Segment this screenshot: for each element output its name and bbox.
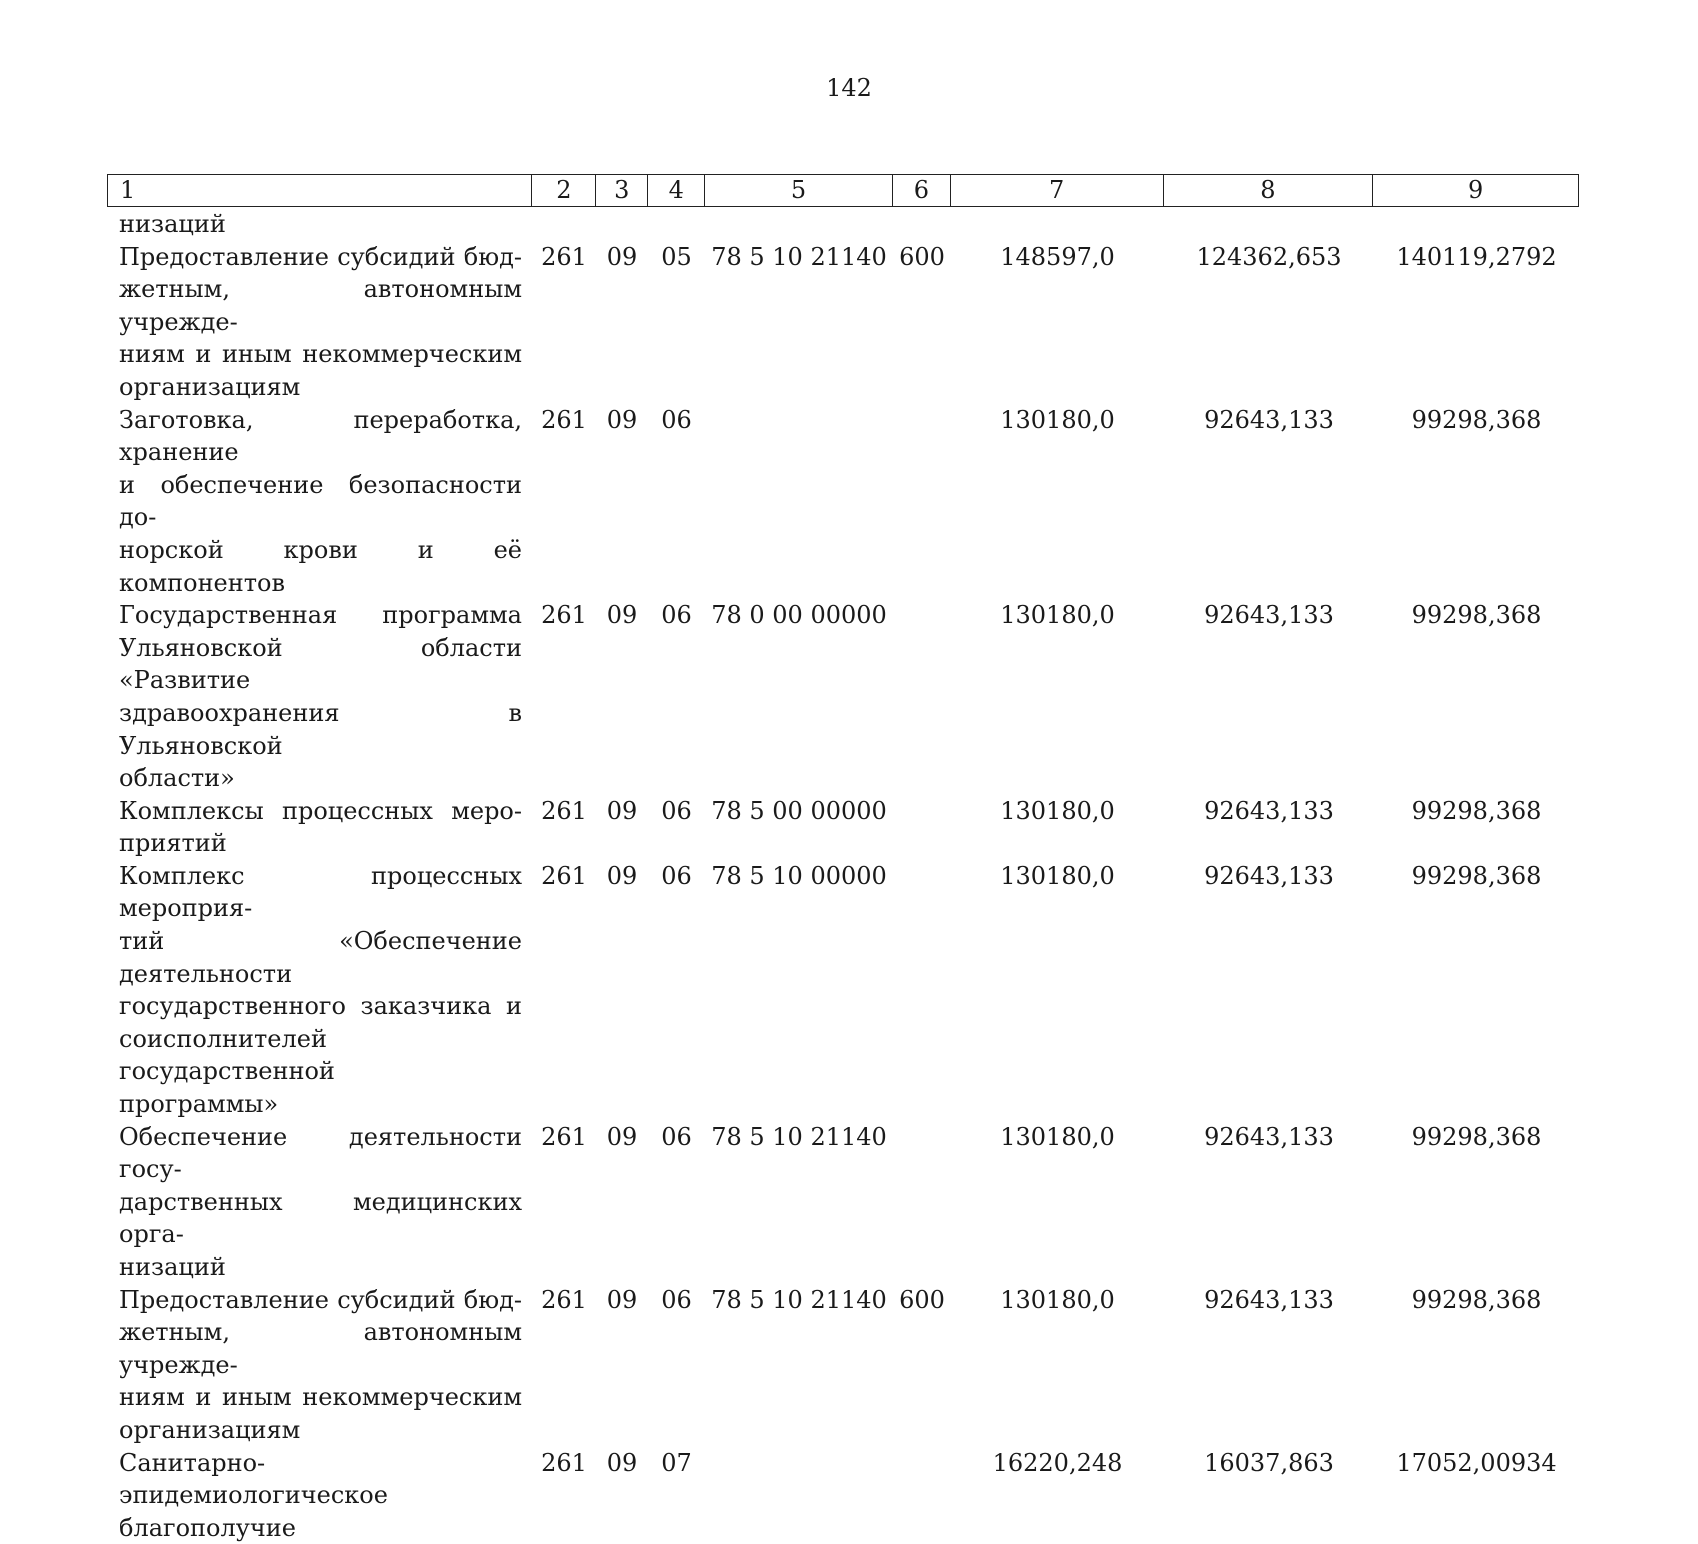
cell-col-8: 92643,133 (1204, 405, 1334, 434)
description-line: низаций (119, 210, 226, 238)
table-header (107, 174, 1579, 207)
header-col-2: 2 (532, 175, 596, 206)
header-col-6: 6 (893, 175, 951, 206)
description-line: организациям (119, 1415, 301, 1444)
cell-col-5: 78 5 10 00000 (711, 861, 887, 890)
description-line: Заготовка, переработка, хранение (119, 405, 522, 467)
description-line: программы» (119, 1090, 279, 1119)
description-line: государственного заказчика и (119, 992, 522, 1021)
cell-col-2: 261 (541, 405, 587, 434)
cell-col-9: 99298,368 (1411, 1122, 1542, 1151)
table-row (107, 404, 1579, 600)
cell-col-3: 09 (606, 1448, 638, 1477)
description-line: норской крови и её компонентов (119, 535, 522, 597)
description-line: Комплексы процессных меро- (119, 796, 522, 825)
header-col-9: 9 (1467, 176, 1484, 204)
row-description (107, 860, 532, 1121)
row-description (107, 795, 532, 860)
table-row (107, 241, 1579, 404)
cell-col-7: 130180,0 (1000, 601, 1115, 630)
cell-col-3: 09 (606, 796, 638, 825)
description-line: низаций (119, 1253, 226, 1281)
header-col-8: 8 (1164, 175, 1374, 206)
cell-col-4: 06 (661, 405, 692, 434)
header-col-1: 1 (108, 175, 532, 206)
description-line: Комплекс процессных мероприя- (119, 861, 522, 923)
cell-col-7: 130180,0 (1000, 1285, 1115, 1314)
cell-col-8: 92643,133 (1204, 1122, 1334, 1151)
header-col-5: 5 (705, 175, 893, 206)
cell-col-7: 148597,0 (1000, 242, 1115, 271)
description-line: Ульяновской области «Развитие (119, 633, 522, 695)
table-row (107, 1121, 1579, 1284)
cell-col-3: 09 (606, 601, 638, 630)
cell-col-9: 99298,368 (1411, 861, 1542, 890)
row-description (107, 208, 532, 241)
cell-col-8: 92643,133 (1204, 601, 1334, 630)
description-line: ниям и иным некоммерческим (119, 340, 522, 369)
description-line: жетным, автономным учрежде- (119, 1318, 522, 1379)
page-number: 142 (826, 74, 872, 102)
cell-col-9: 140119,2792 (1396, 242, 1557, 271)
cell-col-7: 130180,0 (1000, 405, 1115, 434)
row-description (107, 241, 532, 404)
cell-col-4: 06 (661, 1122, 692, 1151)
cell-col-4: 06 (661, 1285, 692, 1314)
cell-col-5: 78 5 10 21140 (711, 1285, 887, 1314)
header-col-7: 7 (951, 175, 1164, 206)
cell-col-8: 92643,133 (1204, 861, 1334, 890)
cell-col-6: 600 (899, 1285, 945, 1314)
description-line: здравоохранения в Ульяновской (119, 698, 522, 760)
cell-col-4: 06 (661, 861, 692, 890)
cell-col-5: 78 5 10 21140 (711, 242, 887, 271)
cell-col-4: 05 (661, 242, 692, 271)
cell-col-5: 78 5 00 00000 (711, 796, 887, 825)
row-description (107, 404, 532, 600)
cell-col-5: 78 0 00 00000 (711, 601, 887, 630)
cell-col-2: 261 (541, 1122, 587, 1151)
table-row (107, 860, 1579, 1121)
cell-col-7: 130180,0 (1000, 1122, 1115, 1151)
description-line: Предоставление субсидий бюд- (119, 242, 522, 271)
cell-col-2: 261 (541, 1448, 587, 1477)
cell-col-8: 16037,863 (1204, 1448, 1334, 1477)
table-row (107, 208, 1579, 241)
cell-col-3: 09 (606, 242, 638, 271)
cell-col-3: 09 (606, 405, 638, 434)
cell-col-2: 261 (541, 796, 587, 825)
description-line: Государственная программа (119, 601, 522, 630)
description-line: и обеспечение безопасности до- (119, 470, 522, 532)
cell-col-7: 130180,0 (1000, 861, 1115, 890)
table-row (107, 1447, 1579, 1544)
table-row (107, 1284, 1579, 1447)
row-description (107, 1447, 532, 1544)
header-col-3: 3 (596, 175, 648, 206)
cell-col-7: 16220,248 (992, 1448, 1123, 1477)
cell-col-5: 78 5 10 21140 (711, 1122, 887, 1151)
table-body (107, 208, 1579, 1544)
table-row (107, 599, 1579, 795)
description-line: организациям (119, 372, 301, 401)
description-line: жетным, автономным учрежде- (119, 275, 522, 336)
cell-col-4: 06 (661, 601, 692, 630)
cell-col-4: 06 (661, 796, 692, 825)
row-description (107, 1284, 532, 1447)
cell-col-6: 600 (899, 242, 945, 271)
description-line: Обеспечение деятельности госу- (119, 1122, 522, 1184)
cell-col-2: 261 (541, 601, 587, 630)
cell-col-9: 99298,368 (1411, 1285, 1542, 1314)
description-line: области» (119, 764, 235, 793)
cell-col-9: 99298,368 (1411, 796, 1542, 825)
cell-col-9: 99298,368 (1411, 405, 1542, 434)
description-line: ниям и иным некоммерческим (119, 1383, 522, 1412)
description-line: соисполнителей государственной (119, 1024, 335, 1086)
cell-col-2: 261 (541, 861, 587, 890)
cell-col-4: 07 (661, 1448, 692, 1477)
header-col-4: 4 (648, 175, 705, 206)
row-description (107, 599, 532, 795)
table-row (107, 795, 1579, 860)
cell-col-8: 92643,133 (1204, 1285, 1334, 1314)
description-line: тий «Обеспечение деятельности (119, 927, 522, 988)
cell-col-8: 124362,653 (1196, 242, 1342, 271)
cell-col-2: 261 (541, 242, 587, 271)
row-description (107, 1121, 532, 1284)
cell-col-3: 09 (606, 1285, 638, 1314)
cell-col-8: 92643,133 (1204, 796, 1334, 825)
cell-col-2: 261 (541, 1285, 587, 1314)
cell-col-7: 130180,0 (1000, 796, 1115, 825)
description-line: Предоставление субсидий бюд- (119, 1285, 522, 1314)
cell-col-3: 09 (606, 861, 638, 890)
description-line: благополучие (119, 1513, 296, 1542)
cell-col-9: 99298,368 (1411, 601, 1542, 630)
cell-col-9: 17052,00934 (1396, 1448, 1557, 1477)
description-line: Санитарно-эпидемиологическое (119, 1448, 388, 1510)
description-line: дарственных медицинских орга- (119, 1187, 522, 1249)
cell-col-3: 09 (606, 1122, 638, 1151)
description-line: приятий (119, 829, 227, 858)
